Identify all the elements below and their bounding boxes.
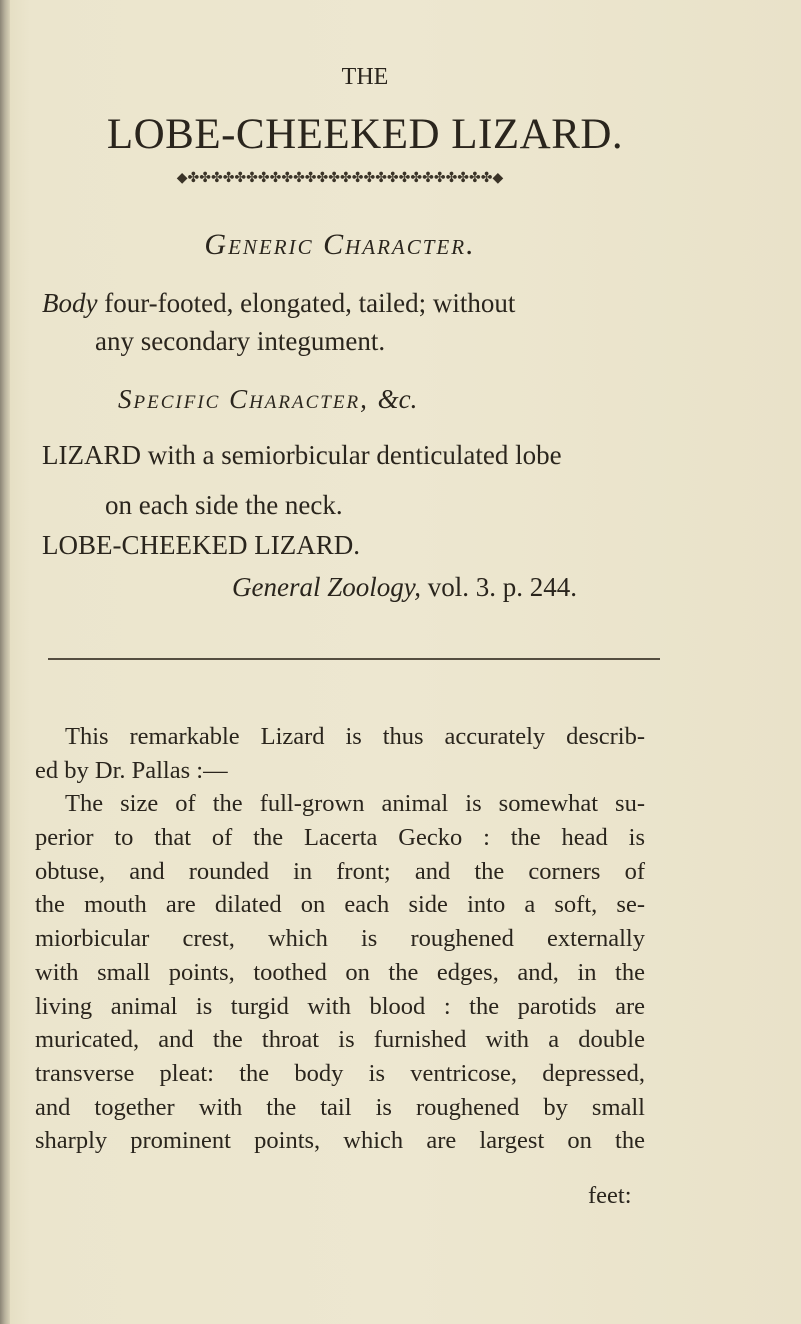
reference-volume: vol. 3. p. 244. [421, 572, 578, 602]
generic-character-heading: Generic Character. [204, 228, 476, 261]
generic-line-1-text: four-footed, elongated, tailed; without [97, 288, 516, 318]
ornament-divider: ◆✤✤✤✤✤✤✤✤✤✤✤✤✤✤✤✤✤✤✤✤✤✤✤✤✤✤◆ [176, 171, 504, 186]
paragraph-line: living animal is turgid with blood : the parotids are [35, 992, 645, 1020]
paragraph-line: The size of the full-grown animal is somewhat su- [65, 790, 645, 818]
paragraph-line: This remarkable Lizard is thus accurately describ- [65, 723, 645, 750]
paragraph-line: transverse pleat: the body is ventricose, depressed, [35, 1059, 645, 1087]
paragraph-line: muricated, and the throat is furnished with a double [35, 1026, 645, 1054]
generic-line-1 [42, 288, 515, 319]
reference-line [232, 572, 577, 603]
specific-heading-etc: &c. [377, 384, 418, 414]
specific-character-heading [118, 384, 417, 415]
body-paragraph [35, 720, 645, 1158]
horizontal-rule [48, 658, 660, 660]
paragraph-line: miorbicular crest, which is roughened externally [35, 925, 645, 953]
reference-title: General Zoology, [232, 572, 421, 602]
page-binding-edge [0, 0, 10, 1324]
specific-line-2: on each side the neck. [105, 490, 343, 520]
specific-heading-text: Specific Character, [118, 384, 378, 414]
paragraph-line: sharply prominent points, which are largest on the [35, 1127, 645, 1155]
paragraph-line: with small points, toothed on the edges, and, in the [35, 958, 645, 986]
paragraph-line: perior to that of the Lacerta Gecko : the head is [35, 824, 645, 852]
catchword: feet: [588, 1182, 632, 1209]
generic-line-2: any secondary integument. [95, 326, 386, 356]
specific-line-1: LIZARD with a semiorbicular denticulated lobe [42, 440, 562, 470]
body-term: Body [42, 288, 98, 318]
paragraph-line: the mouth are dilated on each side into a soft, se- [35, 891, 645, 919]
pre-title: THE [341, 64, 389, 90]
paragraph-line: ed by Dr. Pallas :— [35, 756, 228, 784]
paragraph-line: obtuse, and rounded in front; and the corners of [35, 857, 645, 885]
page-title: LOBE-CHEEKED LIZARD. [106, 111, 624, 158]
paragraph-line: and together with the tail is roughened by small [35, 1093, 645, 1121]
specific-line-3: LOBE-CHEEKED LIZARD. [42, 530, 360, 560]
